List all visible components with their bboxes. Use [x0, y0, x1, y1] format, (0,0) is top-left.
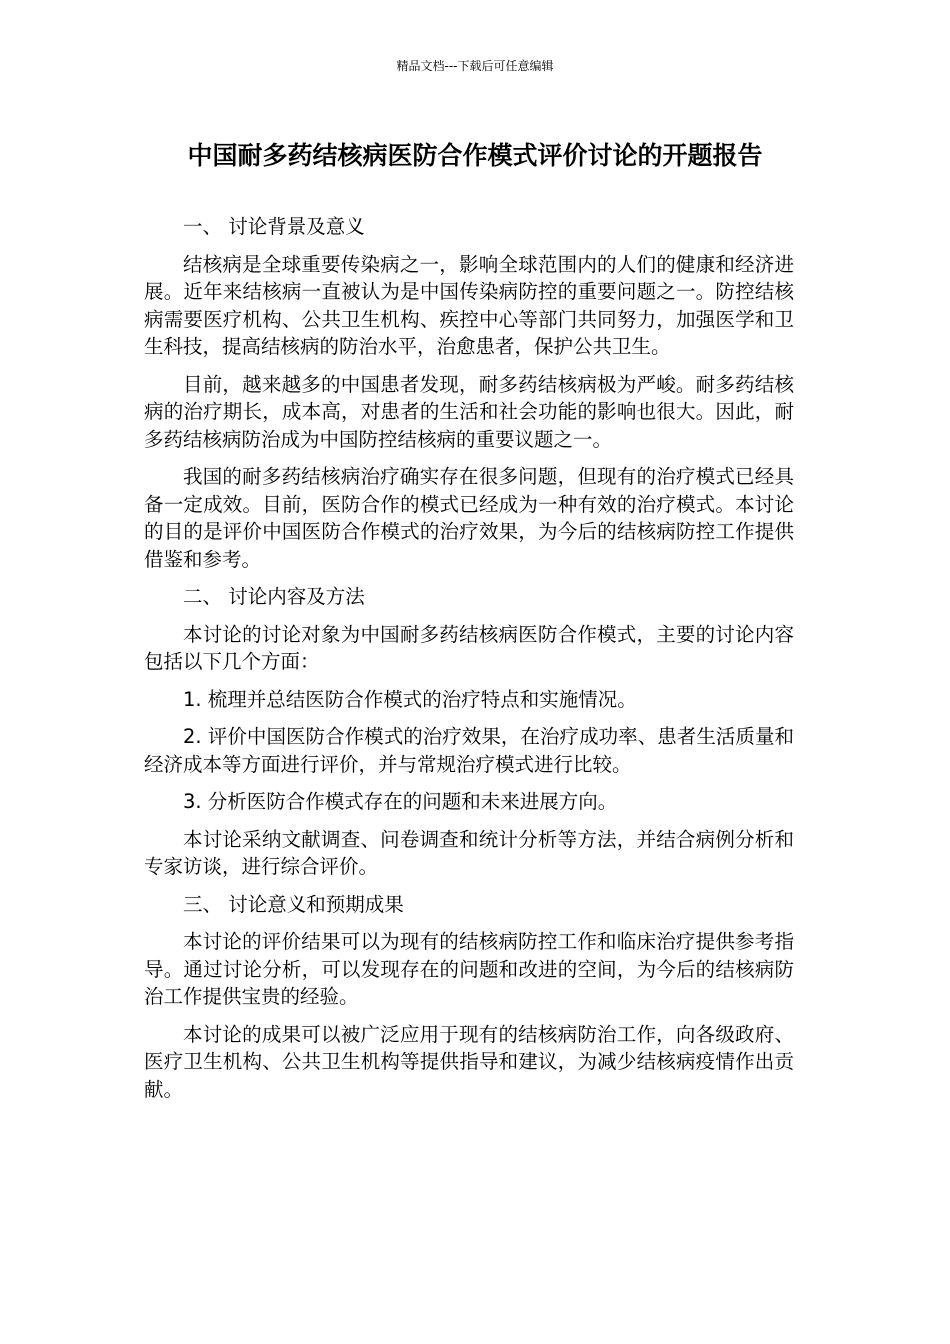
- paragraph: 本讨论的成果可以被广泛应用于现有的结核病防治工作，向各级政府、医疗卫生机构、公共卫生机构等提供指导和建议，为减少结核病疫情作出贡献。: [144, 1022, 794, 1101]
- section-heading-content-methods: 二、 讨论内容及方法: [183, 585, 365, 608]
- list-item: 2. 评价中国医防合作模式的治疗效果，在治疗成功率、患者生活质量和经济成本等方面进行评价，并与常规治疗模式进行比较。: [144, 725, 794, 776]
- document-title: 中国耐多药结核病医防合作模式评价讨论的开题报告: [187, 141, 763, 170]
- list-item: 3. 分析医防合作模式存在的问题和未来进展方向。: [183, 790, 618, 813]
- paragraph: 本讨论的评价结果可以为现有的结核病防控工作和临床治疗提供参考指导。通过讨论分析，可以发现存在的问题和改进的空间，为今后的结核病防治工作提供宝贵的经验。: [144, 930, 794, 1008]
- document-body: [144, 213, 794, 1113]
- paragraph: 我国的耐多药结核病治疗确实存在很多问题，但现有的治疗模式已经具备一定成效。目前，医防合作的模式已经成为一种有效的治疗模式。本讨论的目的是评价中国医防合作模式的治疗效果，为今后的结核病防控工作提供借鉴和参考。: [144, 465, 794, 571]
- paragraph: 结核病是全球重要传染病之一，影响全球范围内的人们的健康和经济进展。近年来结核病一直被认为是中国传染病防控的重要问题之一。防控结核病需要医疗机构、公共卫生机构、疾控中心等部门共同努力，加强医学和卫生科技，提高结核病的防治水平，治愈患者，保护公共卫生。: [144, 252, 794, 358]
- section-heading-significance: 三、 讨论意义和预期成果: [183, 892, 404, 916]
- header-note: 精品文档---下载后可任意编辑: [396, 59, 554, 73]
- paragraph: 目前，越来越多的中国患者发现，耐多药结核病极为严峻。耐多药结核病的治疗期长，成本高，对患者的生活和社会功能的影响也很大。因此，耐多药结核病防治成为中国防控结核病的重要议题之一。: [144, 372, 794, 451]
- list-item: 1. 梳理并总结医防合作模式的治疗特点和实施情况。: [183, 687, 637, 711]
- section-heading-background: 一、 讨论背景及意义: [183, 215, 365, 238]
- paragraph: 本讨论的讨论对象为中国耐多药结核病医防合作模式，主要的讨论内容包括以下几个方面：: [144, 622, 794, 673]
- paragraph: 本讨论采纳文献调查、问卷调查和统计分析等方法，并结合病例分析和专家访谈，进行综合评价。: [144, 827, 794, 878]
